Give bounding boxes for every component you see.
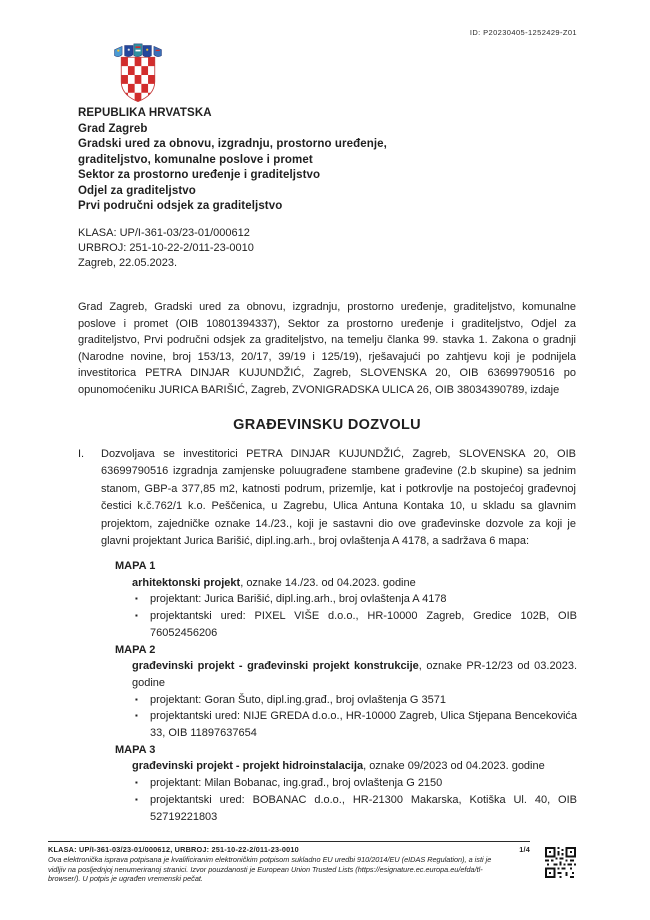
mapa-project-line	[132, 658, 577, 691]
document-id: ID: P20230405-1252429-Z01	[469, 28, 577, 37]
mapa-3-section	[115, 742, 577, 826]
project-details: , oznake 14./23. od 04.2023. godine	[240, 576, 416, 589]
bullet-text: projektantski ured: PIXEL VIŠE d.o.o., HR-10000 Zagreb, Gredice 102B, OIB 76052456206	[150, 610, 577, 639]
header-line: graditeljstvo, komunalne poslove i promet	[78, 153, 313, 166]
project-volumes	[115, 558, 577, 825]
bullet-item	[135, 792, 577, 825]
page-number: 1/4	[519, 845, 530, 854]
croatia-coat-of-arms-icon	[111, 43, 165, 105]
bullet-text: projektant: Jurica Barišić, dipl.ing.arh., broj ovlaštenja A 4178	[150, 593, 447, 606]
header-line: Sektor za prostorno uređenje i graditeljstvo	[78, 169, 321, 181]
mapa-project-line	[132, 575, 577, 592]
bullet-icon: ▪	[135, 778, 138, 788]
item-number: I.	[78, 448, 85, 460]
bullet-icon: ▪	[135, 594, 138, 604]
bullet-icon: ▪	[135, 794, 138, 804]
footer-case-text: KLASA: UP/I-361-03/23-01/000612, URBROJ: 251-10-22-2/011-23-0010	[48, 845, 299, 854]
bullet-item	[135, 775, 577, 792]
decision-item-1	[78, 446, 576, 550]
bullet-text: projektantski ured: BOBANAC d.o.o., HR-21300 Makarska, Kotiška Ul. 40, OIB 52719221803	[150, 793, 577, 823]
project-name: arhitektonski projekt	[132, 576, 241, 589]
header-line: Gradski ured za obnovu, izgradnju, prostorno uređenje,	[78, 138, 387, 150]
bullet-icon: ▪	[135, 694, 138, 704]
bullet-item	[135, 608, 577, 641]
document-title: GRAĐEVINSKU DOZVOLU	[233, 417, 421, 433]
bullet-icon: ▪	[135, 611, 138, 621]
footer-case-line	[48, 845, 530, 854]
urbroj-line: URBROJ: 251-10-22-2/011-23-0010	[78, 242, 254, 255]
bullet-item	[135, 708, 577, 741]
item-text: Dozvoljava se investitorici PETRA DINJAR KUJUNDŽIĆ, Zagreb, SLOVENSKA 20, OIB 63699790516 izgradnja zamjenske poluugrađene stambene građevine (2.b skupine) sa jednim stanom, GBP-a 377,85 m2, katnosti podrum, prizemlje, kat i potkrovlje na postojećoj građevnoj čestici k.č.762/1 k.o. Peščenica, u Zagrebu, Ulica Antuna Kontaka 10, u skladu sa glavnim projektom, zajedničke oznake 14./23., koji je sastavni dio ove građevinske dozvole za koji je glavni projektant Jurica Barišić, dipl.ing.arh., broj ovlaštenja A 4178, a sadržava 6 mapa:	[101, 448, 576, 548]
authority-header	[78, 106, 508, 215]
case-reference	[78, 226, 508, 272]
place-date-line: Zagreb, 22.05.2023.	[78, 257, 178, 270]
header-line: Grad Zagreb	[78, 122, 148, 135]
coat-shield	[121, 57, 155, 101]
header-line: Prvi područni odsjek za graditeljstvo	[78, 200, 283, 212]
project-name: građevinski projekt - građevinski projekt konstrukcije	[132, 660, 419, 673]
header-line: Odjel za graditeljstvo	[78, 184, 196, 197]
bullet-item	[135, 591, 577, 608]
klasa-line: KLASA: UP/I-361-03/23-01/000612	[78, 227, 250, 239]
mapa-1-section	[115, 558, 577, 642]
bullet-text: projektantski ured: NIJE GREDA d.o.o., HR-10000 Zagreb, Ulica Stjepana Bencekovića 33, OIB 11897637654	[150, 710, 577, 740]
project-details: , oznake PR-12/23 od 03.2023. godine	[132, 660, 578, 689]
mapa-project-line	[132, 758, 577, 775]
mapa-heading: MAPA 3	[115, 743, 156, 756]
footer-divider	[48, 841, 530, 842]
project-name: građevinski projekt - projekt hidroinstalacija	[132, 760, 364, 773]
bullet-item	[135, 692, 577, 709]
signature-disclaimer: Ova elektronička isprava potpisana je kvalificiranim elektroničkim potpisom sukladno EU uredbi 910/2014/EU (eIDAS Regulation), a isti je vidljiv na posljednjoj nenumeriranoj stranici. Izvor pouzdanosti je European Union Trusted Lists (https://esignature.ec.europa.eu/efda/tl-browser/). U potpis je ugrađen vremenski pečat.	[48, 855, 492, 883]
project-details: , oznake 09/2023 od 04.2023. godine	[363, 760, 545, 773]
coat-checker-red-squares	[121, 57, 155, 101]
qr-code	[545, 847, 576, 878]
mapa-heading: MAPA 2	[115, 643, 156, 656]
intro-paragraph: Grad Zagreb, Gradski ured za obnovu, izgradnju, prostorno uređenje, graditeljstvo, komunalne poslove i promet (OIB 10801394337), Sektor za prostorno uređenje i graditeljstvo, Odjel za graditeljstvo, Prvi područni odsjek za graditeljstvo, na temelju članka 99. stavka 1. Zakona o gradnji (Narodne novine, broj 153/13, 20/17, 39/19 i 125/19), rješavajući po zahtjevu koji je podnijela investitorica PETRA DINJAR KUJUNDŽIĆ, Zagreb, SLOVENSKA 20, OIB 63699790516 po opunomoćeniku JURICA BARIŠIĆ, Zagreb, ZVONIGRADSKA ULICA 26, OIB 38034390789, izdaje	[78, 301, 576, 396]
bullet-text: projektant: Goran Šuto, dipl.ing.građ., broj ovlaštenja G 3571	[150, 693, 446, 706]
header-country: REPUBLIKA HRVATSKA	[78, 107, 212, 119]
mapa-2-section	[115, 642, 577, 742]
bullet-icon: ▪	[135, 711, 138, 721]
mapa-heading: MAPA 1	[115, 560, 156, 572]
bullet-text: projektant: Milan Bobanac, ing.građ., broj ovlaštenja G 2150	[150, 777, 443, 790]
